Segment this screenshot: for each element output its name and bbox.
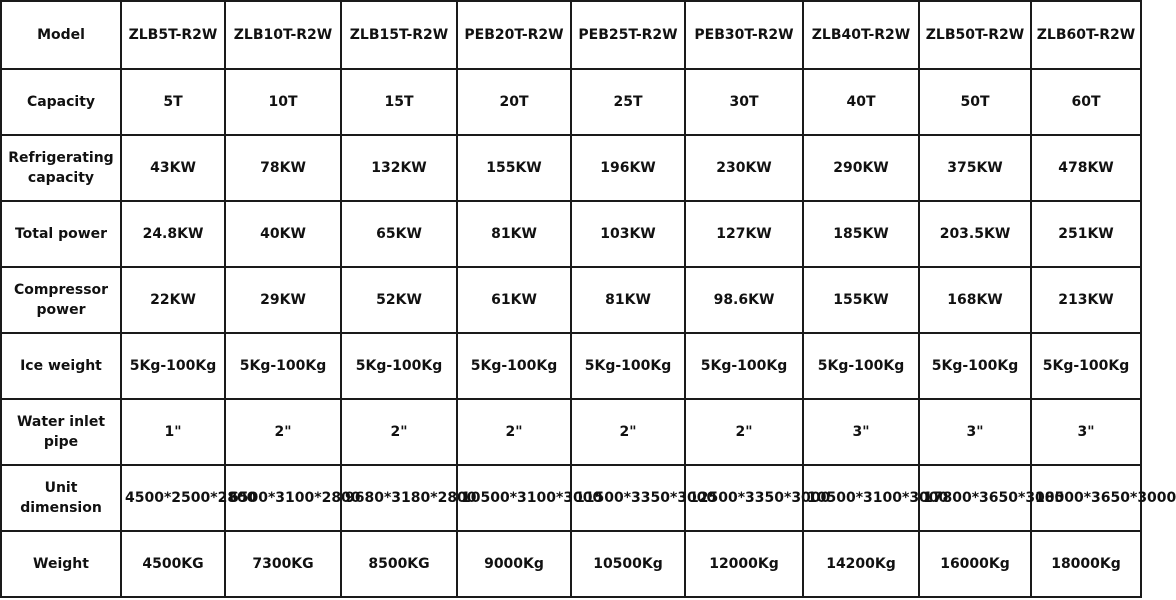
ice-weight-cell-5: 5Kg-100Kg [571, 333, 685, 399]
unit-dimension-cell-8: 17800*3650*3000 [919, 465, 1031, 531]
compressor-power-cell-5: 81KW [571, 267, 685, 333]
model-cell-6: PEB30T-R2W [685, 1, 803, 69]
table-row-weight [1, 531, 1141, 597]
model-cell-4: PEB20T-R2W [457, 1, 571, 69]
row-label-total-power: Total power [1, 201, 121, 267]
row-label-compressor-power: Compressor power [1, 267, 121, 333]
table-row-water-inlet-pipe [1, 399, 1141, 465]
ice-weight-cell-8: 5Kg-100Kg [919, 333, 1031, 399]
ice-weight-cell-3: 5Kg-100Kg [341, 333, 457, 399]
water-inlet-pipe-cell-3: 2" [341, 399, 457, 465]
compressor-power-cell-7: 155KW [803, 267, 919, 333]
compressor-power-cell-8: 168KW [919, 267, 1031, 333]
unit-dimension-cell-9: 18500*3650*3000 [1031, 465, 1141, 531]
refrigerating-capacity-cell-2: 78KW [225, 135, 341, 201]
compressor-power-cell-4: 61KW [457, 267, 571, 333]
refrigerating-capacity-cell-6: 230KW [685, 135, 803, 201]
unit-dimension-cell-2: 6500*3100*2800 [225, 465, 341, 531]
capacity-cell-4: 20T [457, 69, 571, 135]
refrigerating-capacity-cell-9: 478KW [1031, 135, 1141, 201]
unit-dimension-cell-3: 9680*3180*2800 [341, 465, 457, 531]
total-power-cell-6: 127KW [685, 201, 803, 267]
water-inlet-pipe-cell-6: 2" [685, 399, 803, 465]
model-cell-7: ZLB40T-R2W [803, 1, 919, 69]
model-cell-3: ZLB15T-R2W [341, 1, 457, 69]
table-row-unit-dimension [1, 465, 1141, 531]
total-power-cell-3: 65KW [341, 201, 457, 267]
water-inlet-pipe-cell-1: 1" [121, 399, 225, 465]
row-label-water-inlet-pipe: Water inlet pipe [1, 399, 121, 465]
table-row-ice-weight [1, 333, 1141, 399]
weight-cell-1: 4500KG [121, 531, 225, 597]
capacity-cell-9: 60T [1031, 69, 1141, 135]
ice-weight-cell-2: 5Kg-100Kg [225, 333, 341, 399]
capacity-cell-6: 30T [685, 69, 803, 135]
capacity-cell-8: 50T [919, 69, 1031, 135]
refrigerating-capacity-cell-4: 155KW [457, 135, 571, 201]
capacity-cell-5: 25T [571, 69, 685, 135]
total-power-cell-1: 24.8KW [121, 201, 225, 267]
row-label-capacity: Capacity [1, 69, 121, 135]
capacity-cell-1: 5T [121, 69, 225, 135]
refrigerating-capacity-cell-7: 290KW [803, 135, 919, 201]
weight-cell-7: 14200Kg [803, 531, 919, 597]
capacity-cell-3: 15T [341, 69, 457, 135]
weight-cell-8: 16000Kg [919, 531, 1031, 597]
ice-weight-cell-1: 5Kg-100Kg [121, 333, 225, 399]
table-row-total-power [1, 201, 1141, 267]
row-label-weight: Weight [1, 531, 121, 597]
row-label-model: Model [1, 1, 121, 69]
ice-weight-cell-6: 5Kg-100Kg [685, 333, 803, 399]
total-power-cell-4: 81KW [457, 201, 571, 267]
water-inlet-pipe-cell-5: 2" [571, 399, 685, 465]
total-power-cell-2: 40KW [225, 201, 341, 267]
model-cell-2: ZLB10T-R2W [225, 1, 341, 69]
weight-cell-9: 18000Kg [1031, 531, 1141, 597]
weight-cell-5: 10500Kg [571, 531, 685, 597]
model-cell-9: ZLB60T-R2W [1031, 1, 1141, 69]
total-power-cell-9: 251KW [1031, 201, 1141, 267]
unit-dimension-cell-1: 4500*2500*2800 [121, 465, 225, 531]
weight-cell-4: 9000Kg [457, 531, 571, 597]
compressor-power-cell-9: 213KW [1031, 267, 1141, 333]
model-cell-5: PEB25T-R2W [571, 1, 685, 69]
table-row-compressor-power [1, 267, 1141, 333]
unit-dimension-cell-4: 10500*3100*3000 [457, 465, 571, 531]
table-row-model [1, 1, 1141, 69]
refrigerating-capacity-cell-5: 196KW [571, 135, 685, 201]
water-inlet-pipe-cell-7: 3" [803, 399, 919, 465]
table-row-refrigerating-capacity [1, 135, 1141, 201]
ice-weight-cell-7: 5Kg-100Kg [803, 333, 919, 399]
compressor-power-cell-2: 29KW [225, 267, 341, 333]
row-label-refrigerating-capacity: Refrigerating capacity [1, 135, 121, 201]
weight-cell-2: 7300KG [225, 531, 341, 597]
ice-weight-cell-9: 5Kg-100Kg [1031, 333, 1141, 399]
unit-dimension-cell-7: 10500*3100*3000 [803, 465, 919, 531]
capacity-cell-7: 40T [803, 69, 919, 135]
refrigerating-capacity-cell-8: 375KW [919, 135, 1031, 201]
model-cell-8: ZLB50T-R2W [919, 1, 1031, 69]
compressor-power-cell-6: 98.6KW [685, 267, 803, 333]
capacity-cell-2: 10T [225, 69, 341, 135]
weight-cell-3: 8500KG [341, 531, 457, 597]
total-power-cell-7: 185KW [803, 201, 919, 267]
water-inlet-pipe-cell-9: 3" [1031, 399, 1141, 465]
total-power-cell-5: 103KW [571, 201, 685, 267]
weight-cell-6: 12000Kg [685, 531, 803, 597]
water-inlet-pipe-cell-8: 3" [919, 399, 1031, 465]
model-cell-1: ZLB5T-R2W [121, 1, 225, 69]
ice-weight-cell-4: 5Kg-100Kg [457, 333, 571, 399]
table-row-capacity [1, 69, 1141, 135]
unit-dimension-cell-6: 12500*3350*3000 [685, 465, 803, 531]
row-label-ice-weight: Ice weight [1, 333, 121, 399]
water-inlet-pipe-cell-2: 2" [225, 399, 341, 465]
row-label-unit-dimension: Unit dimension [1, 465, 121, 531]
compressor-power-cell-3: 52KW [341, 267, 457, 333]
refrigerating-capacity-cell-3: 132KW [341, 135, 457, 201]
total-power-cell-8: 203.5KW [919, 201, 1031, 267]
compressor-power-cell-1: 22KW [121, 267, 225, 333]
table-body [1, 1, 1176, 597]
water-inlet-pipe-cell-4: 2" [457, 399, 571, 465]
unit-dimension-cell-5: 11500*3350*3000 [571, 465, 685, 531]
refrigerating-capacity-cell-1: 43KW [121, 135, 225, 201]
